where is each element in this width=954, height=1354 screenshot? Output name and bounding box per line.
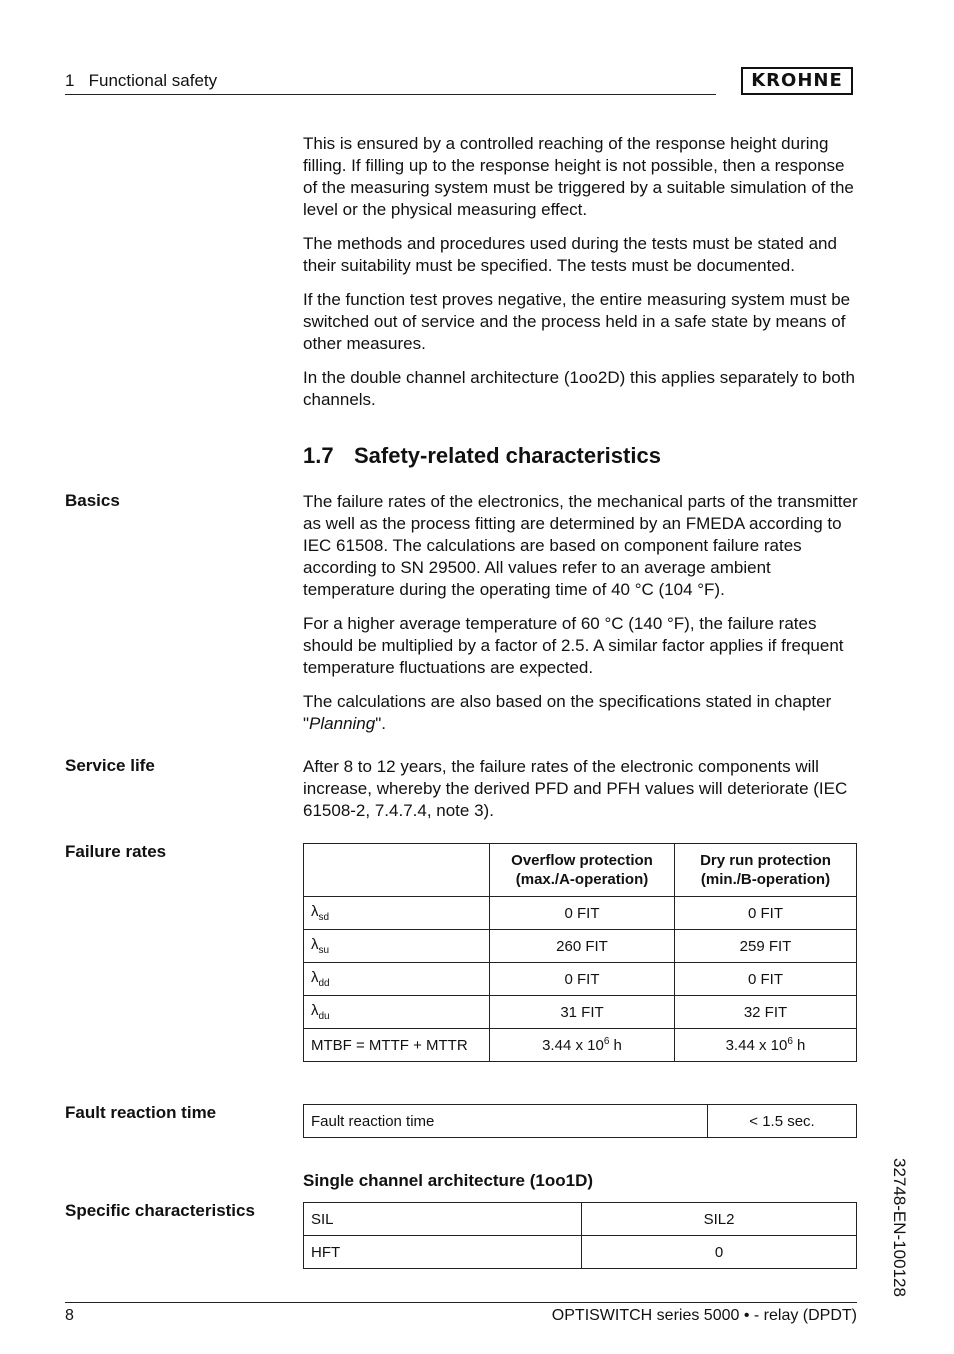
table-cell: 260 FIT bbox=[490, 930, 675, 963]
table-header-row bbox=[304, 844, 857, 897]
lambda-du-label: $\lambda_{du}$ bbox=[304, 996, 490, 1029]
header-rule bbox=[65, 94, 716, 95]
basics-text bbox=[303, 491, 858, 747]
table-row bbox=[304, 1105, 857, 1138]
table-row bbox=[304, 963, 857, 996]
intro-paragraph: If the function test proves negative, the entire measuring system must be switched out of service and the process held in a safe state by means of other measures. bbox=[303, 290, 851, 353]
table-header-overflow: Overflow protection (max./A-operation) bbox=[490, 844, 675, 897]
fault-reaction-cell-label: Fault reaction time bbox=[304, 1105, 708, 1138]
table-header-dryrun: Dry run protection (min./B-operation) bbox=[675, 844, 857, 897]
lambda-su-label: $\lambda_{su}$ bbox=[304, 930, 490, 963]
footer-rule bbox=[65, 1302, 857, 1303]
document-id: 32748-EN-100128 bbox=[890, 1158, 909, 1297]
running-header-section: 1 Functional safety bbox=[65, 71, 218, 90]
intro-paragraph: This is ensured by a controlled reaching of the response height during filling. If filling up to the response height is not possible, then a response of the measuring system must be triggered by a suitable simulation of the level or the physical measuring effect. bbox=[303, 134, 854, 219]
table-cell: 0 FIT bbox=[675, 897, 857, 930]
basics-paragraph: The failure rates of the electronics, the mechanical parts of the transmitter as well as the process fitting are determined by an FMEDA according to IEC 61508. The calculations are based on component failure rates according to SN 29500. All values refer to an average ambient temperature during the operating time of 40 °C (104 °F). bbox=[303, 492, 858, 599]
table-row bbox=[304, 930, 857, 963]
table-cell: 0 bbox=[582, 1236, 857, 1269]
specific-characteristics-table bbox=[303, 1202, 857, 1269]
section-title: Safety-related characteristics bbox=[354, 443, 661, 468]
architecture-subheading: Single channel architecture (1oo1D) bbox=[303, 1171, 594, 1190]
table-cell: SIL2 bbox=[582, 1203, 857, 1236]
table-cell: 0 FIT bbox=[490, 963, 675, 996]
page-number: 8 bbox=[65, 1307, 74, 1324]
failure-rates-table bbox=[303, 843, 857, 1062]
table-cell: 31 FIT bbox=[490, 996, 675, 1029]
basics-paragraph: The calculations are also based on the specifications stated in chapter "Planning". bbox=[303, 692, 832, 733]
intro-paragraph: The methods and procedures used during the tests must be stated and their suitability must be specified. The tests must be documented. bbox=[303, 234, 837, 275]
mtbf-dryrun-value: 3.44 x $10^6$ h bbox=[675, 1029, 857, 1062]
intro-paragraph: In the double channel architecture (1oo2D) this applies separately to both channels. bbox=[303, 368, 855, 409]
table-cell: 32 FIT bbox=[675, 996, 857, 1029]
table-cell: 0 FIT bbox=[675, 963, 857, 996]
table-header-empty bbox=[304, 844, 490, 897]
intro-text bbox=[303, 133, 858, 423]
basics-paragraph: For a higher average temperature of 60 °C (140 °F), the failure rates should be multiplied by a factor of 2.5. A similar factor applies if frequent temperature fluctuations are expected. bbox=[303, 614, 844, 677]
specific-characteristics-label: Specific characteristics bbox=[65, 1201, 255, 1220]
fault-reaction-value: < 1.5 sec. bbox=[708, 1105, 857, 1138]
table-row bbox=[304, 1203, 857, 1236]
table-row bbox=[304, 1236, 857, 1269]
section-number: 1.7 bbox=[303, 443, 334, 468]
service-life-label: Service life bbox=[65, 756, 155, 775]
table-cell: SIL bbox=[304, 1203, 582, 1236]
basics-label: Basics bbox=[65, 491, 120, 510]
service-life-paragraph: After 8 to 12 years, the failure rates of the electronic components will increase, whereby the derived PFD and PFH values will deteriorate (IEC 61508-2, 7.4.7.4, note 3). bbox=[303, 757, 848, 820]
table-row bbox=[304, 996, 857, 1029]
section-heading bbox=[303, 443, 661, 469]
lambda-dd-label: $\lambda_{dd}$ bbox=[304, 963, 490, 996]
fault-reaction-label: Fault reaction time bbox=[65, 1103, 217, 1122]
service-life-text bbox=[303, 756, 858, 834]
mtbf-overflow-value: 3.44 x $10^6$ h bbox=[490, 1029, 675, 1062]
table-row bbox=[304, 1029, 857, 1062]
table-cell: HFT bbox=[304, 1236, 582, 1269]
table-cell: 0 FIT bbox=[490, 897, 675, 930]
krohne-logo: KROHNE bbox=[741, 67, 853, 95]
fault-reaction-table bbox=[303, 1104, 857, 1138]
mtbf-label: MTBF = MTTF + MTTR bbox=[304, 1029, 490, 1062]
failure-rates-label: Failure rates bbox=[65, 842, 167, 861]
lambda-sd-label: $\lambda_{sd}$ bbox=[304, 897, 490, 930]
footer-title: OPTISWITCH series 5000 • - relay (DPDT) bbox=[551, 1307, 857, 1324]
table-cell: 259 FIT bbox=[675, 930, 857, 963]
table-row bbox=[304, 897, 857, 930]
